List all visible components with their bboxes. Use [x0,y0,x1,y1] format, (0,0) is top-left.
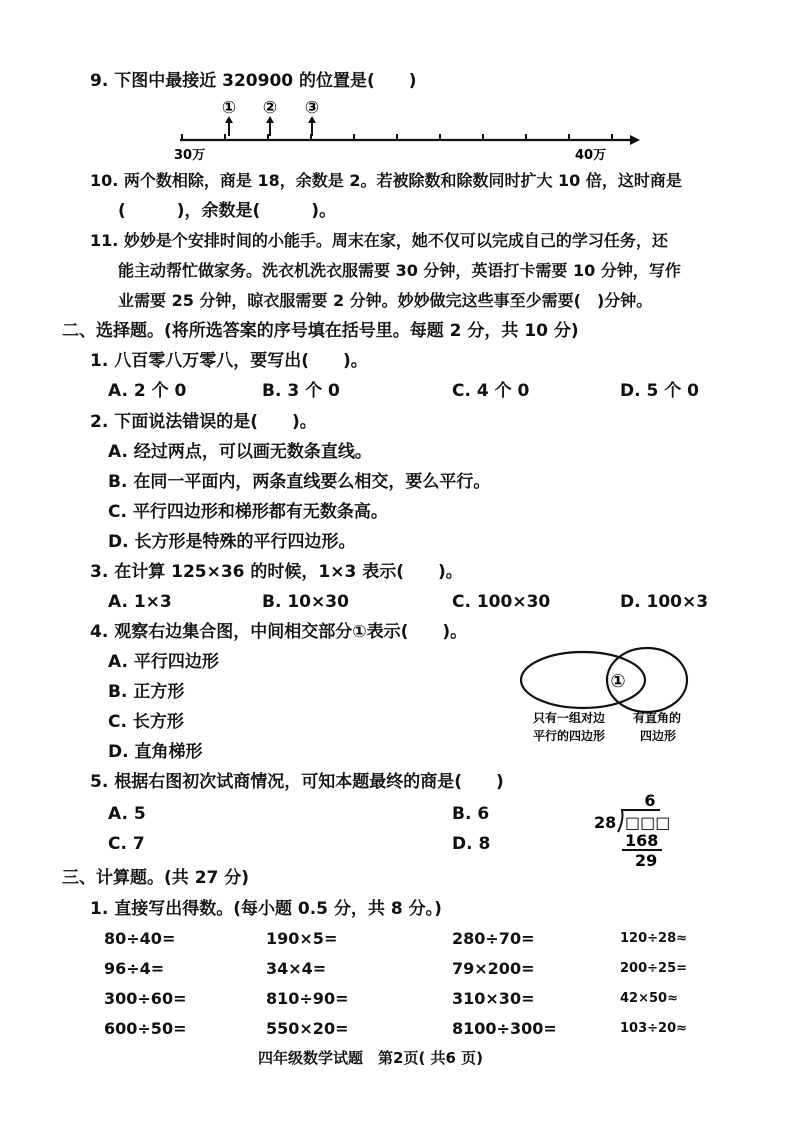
venn-mark: ① [610,671,626,692]
q11-line2: 能主动帮忙做家务。洗衣机洗衣服需要 30 分钟，英语打卡需要 10 分钟，写作 [118,261,681,280]
calc-r2-c1: 96÷4= [104,959,165,978]
calc-r3-c3: 310×30= [452,989,535,1008]
s2-q1-option-a: A. 2 个 0 [108,381,187,401]
calc-r4-c4: 103÷20≈ [620,1021,688,1036]
s3-sub1: 1. 直接写出得数。(每小题 0.5 分，共 8 分。) [90,899,442,919]
s2-q5-option-b: B. 6 [452,804,490,824]
s2-q5-option-c: C. 7 [108,834,145,854]
s2-q2-option-b: B. 在同一平面内，两条直线要么相交，要么平行。 [108,472,491,492]
number-line [170,96,650,162]
long-division [588,790,698,868]
s2-q1-option-d: D. 5 个 0 [620,381,699,401]
s2-q1-stem: 1. 八百零八万零八，要写出( )。 [90,351,368,371]
start-label: 30万 [174,148,206,162]
venn-diagram [515,640,705,750]
s2-q3-option-a: A. 1×3 [108,592,172,612]
venn-right-label-1: 有直角的 [633,711,682,725]
calc-r4-c2: 550×20= [266,1019,349,1038]
calc-r4-c1: 600÷50= [104,1019,187,1038]
q11-line1: 11. 妙妙是个安排时间的小能手。周末在家，她不仅可以完成自己的学习任务，还 [90,231,668,250]
page-footer: 四年级数学试题 第2页( 共6 页) [258,1049,484,1067]
venn-right-label-2: 四边形 [640,729,677,743]
division-product: 168 [625,831,659,850]
s2-q5-option-d: D. 8 [452,834,491,854]
calc-r3-c1: 300÷60= [104,989,187,1008]
calc-r3-c4: 42×50≈ [620,991,678,1006]
s2-q3-option-d: D. 100×3 [620,592,709,612]
s2-q2-option-d: D. 长方形是特殊的平行四边形。 [108,532,356,552]
calc-r1-c4: 120÷28≈ [620,931,688,946]
calc-r1-c2: 190×5= [266,929,338,948]
s2-q5-stem: 5. 根据右图初次试商情况，可知本题最终的商是( ) [90,772,504,792]
q10-line2: ( )，余数是( )。 [118,201,337,221]
q10-line1: 10. 两个数相除，商是 18，余数是 2。若被除数和除数同时扩大 10 倍，这时商是 [90,171,682,190]
section2-title: 二、选择题。(将所选答案的序号填在括号里。每题 2 分，共 10 分) [62,321,579,341]
end-label: 40万 [575,148,607,162]
calc-r1-c1: 80÷40= [104,929,176,948]
s2-q2-option-a: A. 经过两点，可以画无数条直线。 [108,442,372,462]
calc-r1-c3: 280÷70= [452,929,535,948]
s2-q2-option-c: C. 平行四边形和梯形都有无数条高。 [108,502,388,522]
mark-2: ② [262,98,278,118]
s2-q1-option-c: C. 4 个 0 [452,381,530,401]
calc-r2-c4: 200÷25= [620,961,688,976]
mark-1: ① [221,98,237,118]
q9-stem: 9. 下图中最接近 320900 的位置是( ) [90,71,417,91]
venn-left-label-2: 平行的四边形 [533,729,606,743]
s2-q3-option-b: B. 10×30 [262,592,349,612]
division-dividend: □□□ [625,813,671,832]
division-remainder: 29 [635,851,658,868]
s2-q3-option-c: C. 100×30 [452,592,551,612]
mark-3: ③ [304,98,320,118]
s2-q4-option-c: C. 长方形 [108,712,184,732]
division-divisor: 28 [594,813,617,832]
division-quotient: 6 [644,791,656,810]
calc-r3-c2: 810÷90= [266,989,349,1008]
s2-q4-option-a: A. 平行四边形 [108,652,219,672]
s2-q4-option-d: D. 直角梯形 [108,742,203,762]
s2-q2-stem: 2. 下面说法错误的是( )。 [90,412,317,432]
s2-q4-option-b: B. 正方形 [108,682,185,702]
calc-r4-c3: 8100÷300= [452,1019,557,1038]
s2-q1-option-b: B. 3 个 0 [262,381,340,401]
calc-r2-c3: 79×200= [452,959,535,978]
venn-left-label-1: 只有一组对边 [533,711,606,725]
section3-title: 三、计算题。(共 27 分) [62,868,250,888]
q11-line3: 业需要 25 分钟，晾衣服需要 2 分钟。妙妙做完这些事至少需要( )分钟。 [118,291,653,310]
calc-r2-c2: 34×4= [266,959,327,978]
s2-q5-option-a: A. 5 [108,804,146,824]
s2-q3-stem: 3. 在计算 125×36 的时候，1×3 表示( )。 [90,562,463,582]
s2-q4-stem: 4. 观察右边集合图，中间相交部分①表示( )。 [90,622,468,642]
